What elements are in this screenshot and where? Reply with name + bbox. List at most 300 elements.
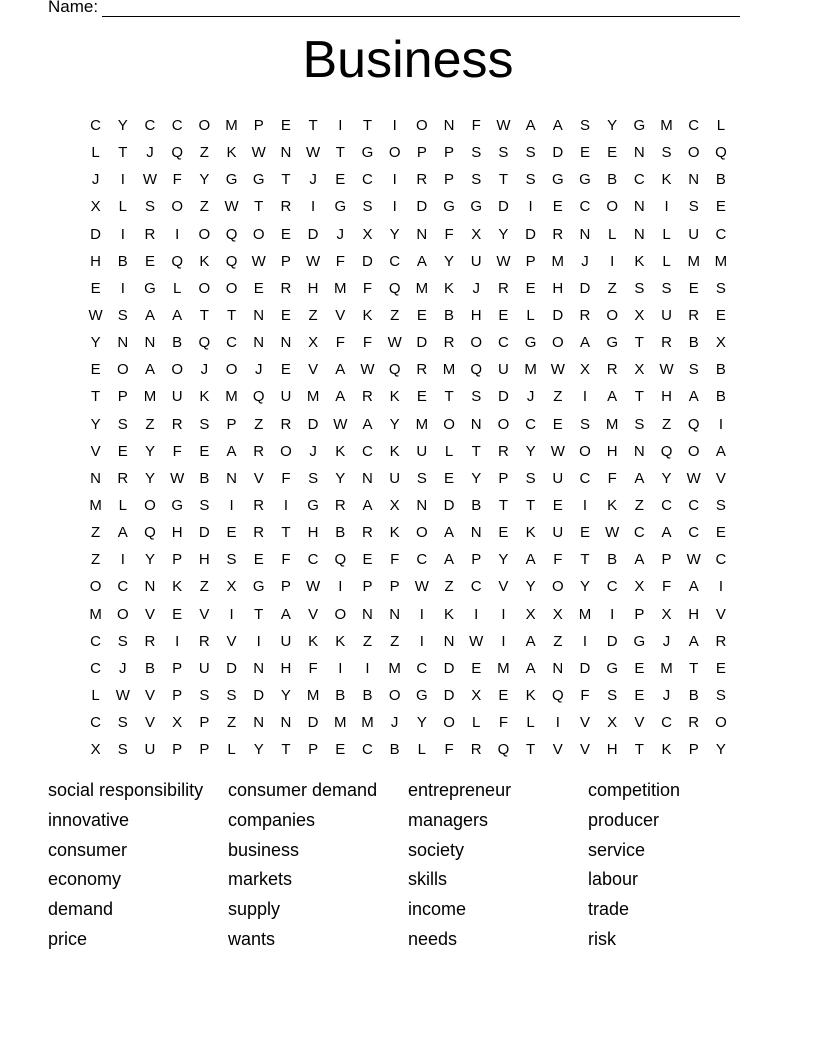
- grid-letter: M: [551, 252, 565, 270]
- grid-letter: T: [362, 117, 373, 135]
- grid-letter: S: [117, 632, 128, 650]
- grid-letter: D: [362, 252, 373, 270]
- grid-letter: I: [120, 551, 125, 569]
- grid-letter: C: [633, 171, 645, 189]
- grid-letter: I: [229, 605, 234, 623]
- grid-letter: V: [579, 741, 590, 759]
- grid-letter: C: [226, 334, 237, 352]
- word-list-item: producer: [588, 809, 660, 830]
- grid-letter: X: [362, 225, 373, 243]
- grid-letter: B: [715, 171, 726, 189]
- grid-letter: N: [443, 117, 455, 135]
- grid-letter: C: [470, 578, 482, 596]
- grid-letter: S: [715, 687, 726, 705]
- grid-letter: S: [471, 171, 482, 189]
- word-list-item: entrepreneur: [408, 780, 512, 800]
- grid-letter: C: [579, 198, 591, 216]
- grid-letter: H: [661, 388, 672, 406]
- grid-letter: C: [688, 524, 700, 542]
- grid-letter: J: [254, 361, 263, 379]
- grid-letter: Q: [171, 144, 183, 162]
- grid-letter: U: [280, 632, 292, 650]
- grid-letter: C: [661, 714, 672, 732]
- grid-letter: M: [306, 687, 320, 705]
- grid-letter: B: [607, 171, 618, 189]
- grid-letter: O: [198, 117, 211, 135]
- grid-letter: R: [117, 469, 129, 487]
- word-list-item: markets: [228, 869, 293, 890]
- grid-letter: A: [416, 252, 427, 270]
- grid-letter: W: [224, 198, 239, 216]
- grid-letter: D: [497, 388, 509, 406]
- grid-letter: D: [198, 524, 210, 542]
- grid-letter: O: [198, 279, 211, 297]
- grid-letter: V: [715, 469, 726, 487]
- grid-letter: L: [118, 198, 127, 216]
- grid-letter: U: [470, 252, 482, 270]
- page-title: Business: [302, 31, 514, 89]
- grid-letter: I: [419, 632, 424, 650]
- grid-letter: N: [253, 307, 265, 325]
- grid-letter: N: [280, 714, 292, 732]
- name-blank-line: [102, 1, 740, 17]
- grid-letter: A: [280, 605, 291, 623]
- grid-letter: X: [226, 578, 237, 596]
- grid-letter: W: [496, 252, 511, 270]
- grid-letter: I: [582, 632, 588, 650]
- name-label: Name:: [48, 0, 99, 16]
- grid-letter: K: [389, 442, 400, 460]
- grid-letter: F: [661, 578, 672, 596]
- grid-letter: O: [579, 442, 591, 460]
- grid-letter: G: [252, 171, 265, 189]
- grid-letter: S: [525, 144, 536, 162]
- grid-letter: R: [253, 497, 265, 515]
- grid-letter: K: [661, 171, 672, 189]
- grid-letter: O: [606, 307, 618, 325]
- grid-letter: T: [118, 144, 128, 162]
- grid-letter: X: [525, 605, 536, 623]
- grid-letter: O: [715, 714, 727, 732]
- grid-letter: Y: [117, 117, 128, 135]
- grid-letter: B: [688, 334, 699, 352]
- grid-letter: P: [308, 741, 319, 759]
- grid-letter: A: [444, 551, 455, 569]
- grid-letter: Q: [470, 361, 483, 379]
- grid-letter: S: [226, 551, 237, 569]
- grid-letter: W: [686, 469, 701, 487]
- grid-letter: O: [144, 497, 156, 515]
- grid-letter: O: [171, 198, 183, 216]
- grid-letter: S: [498, 144, 509, 162]
- grid-letter: I: [365, 659, 370, 677]
- word-list-item: needs: [408, 928, 458, 949]
- grid-letter: B: [607, 551, 618, 569]
- grid-letter: H: [606, 741, 618, 759]
- word-list-item: consumer: [48, 839, 128, 860]
- grid-letter: P: [498, 469, 509, 487]
- grid-letter: T: [498, 171, 508, 189]
- grid-letter: I: [528, 198, 533, 216]
- grid-letter: P: [389, 578, 400, 596]
- grid-letter: S: [634, 415, 645, 433]
- grid-letter: P: [199, 714, 210, 732]
- grid-letter: R: [416, 361, 428, 379]
- grid-letter: J: [309, 442, 317, 460]
- grid-letter: P: [172, 741, 183, 759]
- grid-letter: T: [254, 605, 264, 623]
- grid-letter: A: [144, 361, 155, 379]
- grid-letter: O: [225, 279, 238, 297]
- grid-letter: C: [117, 578, 129, 596]
- grid-letter: J: [472, 279, 480, 297]
- grid-letter: T: [91, 388, 101, 406]
- word-list-item: trade: [588, 899, 630, 920]
- grid-letter: D: [416, 334, 428, 352]
- grid-letter: E: [172, 605, 183, 623]
- grid-letter: O: [687, 144, 700, 162]
- grid-letter: H: [90, 252, 102, 270]
- word-list: [48, 780, 768, 959]
- word-list-item: service: [588, 839, 646, 860]
- grid-letter: A: [362, 497, 373, 515]
- grid-letter: M: [660, 117, 673, 135]
- grid-letter: Q: [334, 551, 347, 569]
- grid-letter: E: [498, 307, 509, 325]
- grid-letter: O: [198, 225, 211, 243]
- grid-letter: E: [335, 741, 346, 759]
- grid-letter: E: [634, 659, 645, 677]
- grid-letter: Q: [225, 252, 238, 270]
- grid-letter: Y: [444, 252, 455, 270]
- grid-letter: Q: [225, 225, 238, 243]
- grid-letter: K: [308, 632, 319, 650]
- grid-letter: D: [307, 714, 319, 732]
- grid-letter: W: [387, 334, 402, 352]
- grid-letter: S: [362, 198, 373, 216]
- grid-letter: V: [308, 361, 319, 379]
- grid-letter: Z: [308, 307, 318, 325]
- grid-letter: R: [144, 632, 156, 650]
- word-list-item: competition: [588, 780, 681, 800]
- grid-letter: K: [525, 524, 536, 542]
- grid-letter: L: [91, 144, 100, 162]
- grid-letter: Z: [145, 415, 155, 433]
- grid-letter: K: [634, 252, 645, 270]
- grid-letter: I: [175, 225, 180, 243]
- grid-letter: N: [579, 225, 591, 243]
- grid-letter: B: [688, 687, 699, 705]
- grid-letter: Y: [144, 442, 155, 460]
- grid-letter: T: [281, 524, 291, 542]
- grid-letter: C: [661, 497, 672, 515]
- grid-letter: L: [417, 741, 427, 759]
- grid-letter: P: [253, 117, 264, 135]
- grid-letter: S: [308, 469, 319, 487]
- grid-letter: W: [414, 578, 429, 596]
- grid-letter: Z: [390, 307, 400, 325]
- grid-letter: N: [443, 632, 455, 650]
- grid-letter: Z: [199, 578, 209, 596]
- grid-letter: I: [338, 117, 343, 135]
- grid-letter: F: [281, 551, 291, 569]
- grid-letter: N: [633, 442, 645, 460]
- grid-letter: B: [389, 741, 400, 759]
- grid-letter: M: [361, 714, 374, 732]
- grid-letter: C: [362, 171, 373, 189]
- grid-letter: R: [688, 714, 700, 732]
- grid-letter: G: [252, 578, 265, 596]
- grid-letter: F: [362, 279, 373, 297]
- grid-letter: K: [362, 307, 373, 325]
- grid-letter: M: [306, 388, 320, 406]
- grid-letter: X: [471, 225, 482, 243]
- grid-letter: M: [143, 388, 157, 406]
- grid-letter: Y: [661, 469, 672, 487]
- grid-letter: Z: [362, 632, 373, 650]
- grid-letter: M: [524, 361, 537, 379]
- grid-letter: H: [307, 524, 319, 542]
- grid-letter: L: [444, 442, 454, 460]
- grid-letter: N: [416, 497, 428, 515]
- grid-letter: X: [172, 714, 183, 732]
- grid-letter: R: [416, 171, 428, 189]
- grid-letter: U: [280, 388, 292, 406]
- grid-letter: B: [715, 361, 726, 379]
- grid-letter: G: [606, 334, 618, 352]
- grid-letter: S: [715, 279, 726, 297]
- grid-letter: E: [552, 415, 563, 433]
- grid-letter: Y: [471, 469, 482, 487]
- grid-letter: P: [416, 144, 427, 162]
- grid-letter: Y: [498, 551, 509, 569]
- grid-letter: W: [306, 144, 321, 162]
- grid-letter: I: [582, 388, 588, 406]
- grid-letter: G: [144, 279, 156, 297]
- grid-letter: F: [580, 687, 590, 705]
- grid-letter: W: [469, 632, 484, 650]
- grid-letter: S: [199, 415, 210, 433]
- grid-letter: N: [253, 659, 265, 677]
- grid-letter: I: [718, 578, 723, 596]
- grid-letter: Y: [389, 415, 400, 433]
- grid-letter: Z: [553, 388, 563, 406]
- grid-letter: D: [552, 307, 564, 325]
- grid-letter: E: [579, 144, 590, 162]
- grid-letter: L: [607, 225, 617, 243]
- grid-letter: C: [416, 659, 428, 677]
- grid-letter: M: [578, 605, 592, 623]
- grid-letter: G: [470, 198, 483, 216]
- grid-letter: W: [142, 171, 158, 189]
- grid-letter: R: [552, 225, 564, 243]
- grid-letter: E: [144, 252, 155, 270]
- grid-letter: N: [280, 144, 292, 162]
- grid-letter: J: [91, 171, 100, 189]
- grid-letter: T: [308, 117, 318, 135]
- grid-letter: R: [280, 279, 292, 297]
- grid-letter: W: [251, 252, 266, 270]
- grid-letter: X: [715, 334, 726, 352]
- grid-letter: V: [498, 578, 509, 596]
- grid-letter: N: [226, 469, 237, 487]
- grid-letter: S: [525, 171, 536, 189]
- grid-letter: C: [90, 714, 102, 732]
- grid-letter: I: [610, 252, 615, 270]
- grid-letter: R: [497, 442, 509, 460]
- grid-letter: U: [171, 388, 183, 406]
- grid-letter: P: [444, 144, 455, 162]
- grid-letter: G: [606, 659, 618, 677]
- word-list-item: risk: [588, 928, 616, 949]
- grid-letter: R: [253, 442, 265, 460]
- grid-letter: A: [362, 415, 373, 433]
- grid-letter: K: [444, 605, 455, 623]
- grid-letter: X: [661, 605, 672, 623]
- grid-letter: N: [144, 334, 156, 352]
- grid-letter: X: [552, 605, 563, 623]
- grid-letter: R: [715, 632, 727, 650]
- grid-letter: V: [144, 687, 155, 705]
- grid-letter: I: [120, 225, 125, 243]
- grid-letter: D: [525, 225, 537, 243]
- grid-letter: I: [392, 117, 397, 135]
- grid-letter: C: [389, 252, 401, 270]
- grid-letter: I: [229, 497, 234, 515]
- grid-letter: P: [525, 252, 536, 270]
- grid-letter: H: [280, 659, 292, 677]
- grid-letter: P: [199, 741, 210, 759]
- grid-letter: I: [175, 632, 180, 650]
- grid-letter: C: [90, 117, 102, 135]
- grid-letter: C: [171, 117, 183, 135]
- grid-letter: Y: [144, 551, 155, 569]
- word-list-item: innovative: [48, 809, 130, 830]
- grid-letter: E: [280, 117, 291, 135]
- grid-letter: R: [171, 415, 183, 433]
- grid-letter: T: [498, 497, 508, 515]
- word-list-item: business: [228, 839, 300, 860]
- grid-letter: S: [226, 687, 237, 705]
- grid-letter: O: [443, 714, 455, 732]
- word-list-item: demand: [48, 899, 114, 920]
- grid-letter: D: [552, 144, 564, 162]
- grid-letter: O: [116, 361, 129, 379]
- grid-letter: S: [715, 497, 726, 515]
- grid-letter: M: [714, 252, 728, 270]
- grid-letter: M: [687, 252, 700, 270]
- grid-letter: V: [308, 605, 319, 623]
- grid-letter: Q: [171, 252, 183, 270]
- grid-letter: E: [280, 225, 291, 243]
- grid-letter: A: [444, 524, 455, 542]
- word-list-item: economy: [48, 869, 122, 890]
- grid-letter: F: [362, 334, 373, 352]
- grid-letter: N: [362, 469, 373, 487]
- grid-letter: D: [416, 198, 428, 216]
- grid-letter: G: [579, 171, 591, 189]
- grid-letter: O: [334, 605, 347, 623]
- grid-letter: I: [664, 198, 669, 216]
- grid-letter: D: [606, 632, 618, 650]
- grid-letter: N: [362, 605, 373, 623]
- grid-letter: F: [444, 225, 454, 243]
- grid-letter: Q: [388, 361, 401, 379]
- grid-letter: Q: [687, 415, 700, 433]
- grid-letter: W: [306, 578, 321, 596]
- grid-letter: I: [474, 605, 479, 623]
- grid-letter: V: [579, 714, 590, 732]
- grid-letter: W: [251, 144, 266, 162]
- grid-letter: K: [335, 442, 346, 460]
- grid-letter: U: [552, 469, 564, 487]
- grid-letter: Z: [199, 198, 209, 216]
- grid-letter: O: [416, 524, 428, 542]
- grid-letter: E: [416, 307, 427, 325]
- grid-letter: J: [390, 714, 399, 732]
- grid-letter: R: [470, 741, 482, 759]
- grid-letter: B: [117, 252, 128, 270]
- grid-letter: C: [362, 442, 373, 460]
- grid-letter: Y: [253, 741, 264, 759]
- grid-letter: J: [119, 659, 127, 677]
- grid-letter: L: [118, 497, 127, 515]
- grid-letter: D: [443, 497, 455, 515]
- grid-letter: J: [200, 361, 209, 379]
- grid-letter: S: [525, 469, 536, 487]
- grid-letter: I: [338, 578, 343, 596]
- grid-letter: P: [688, 741, 699, 759]
- grid-letter: C: [715, 551, 727, 569]
- grid-letter: Y: [199, 171, 210, 189]
- grid-letter: R: [362, 524, 373, 542]
- grid-letter: C: [144, 117, 156, 135]
- grid-letter: Y: [607, 117, 618, 135]
- grid-letter: P: [117, 388, 128, 406]
- grid-letter: F: [335, 334, 345, 352]
- grid-letter: E: [90, 279, 101, 297]
- grid-letter: Y: [525, 442, 536, 460]
- grid-letter: Z: [661, 415, 672, 433]
- grid-letter: X: [634, 578, 645, 596]
- grid-letter: A: [525, 117, 536, 135]
- grid-letter: O: [497, 415, 510, 433]
- grid-letter: N: [688, 171, 700, 189]
- grid-letter: S: [117, 714, 128, 732]
- grid-letter: M: [334, 714, 347, 732]
- grid-letter: C: [633, 524, 645, 542]
- grid-letter: E: [117, 442, 128, 460]
- grid-letter: M: [415, 279, 429, 297]
- grid-letter: B: [362, 687, 373, 705]
- grid-letter: E: [471, 659, 482, 677]
- grid-letter: D: [253, 687, 265, 705]
- grid-letter: O: [551, 578, 564, 596]
- grid-letter: B: [471, 497, 482, 515]
- grid-letter: E: [552, 497, 563, 515]
- grid-letter: N: [253, 334, 265, 352]
- grid-letter: G: [225, 171, 238, 189]
- grid-letter: I: [419, 605, 424, 623]
- grid-letter: D: [90, 225, 102, 243]
- grid-letter: W: [360, 361, 375, 379]
- grid-letter: I: [582, 497, 588, 515]
- word-list-item: social responsibility: [48, 780, 204, 800]
- grid-letter: R: [280, 415, 292, 433]
- grid-letter: C: [688, 117, 700, 135]
- grid-letter: R: [606, 361, 618, 379]
- grid-letter: L: [716, 117, 726, 135]
